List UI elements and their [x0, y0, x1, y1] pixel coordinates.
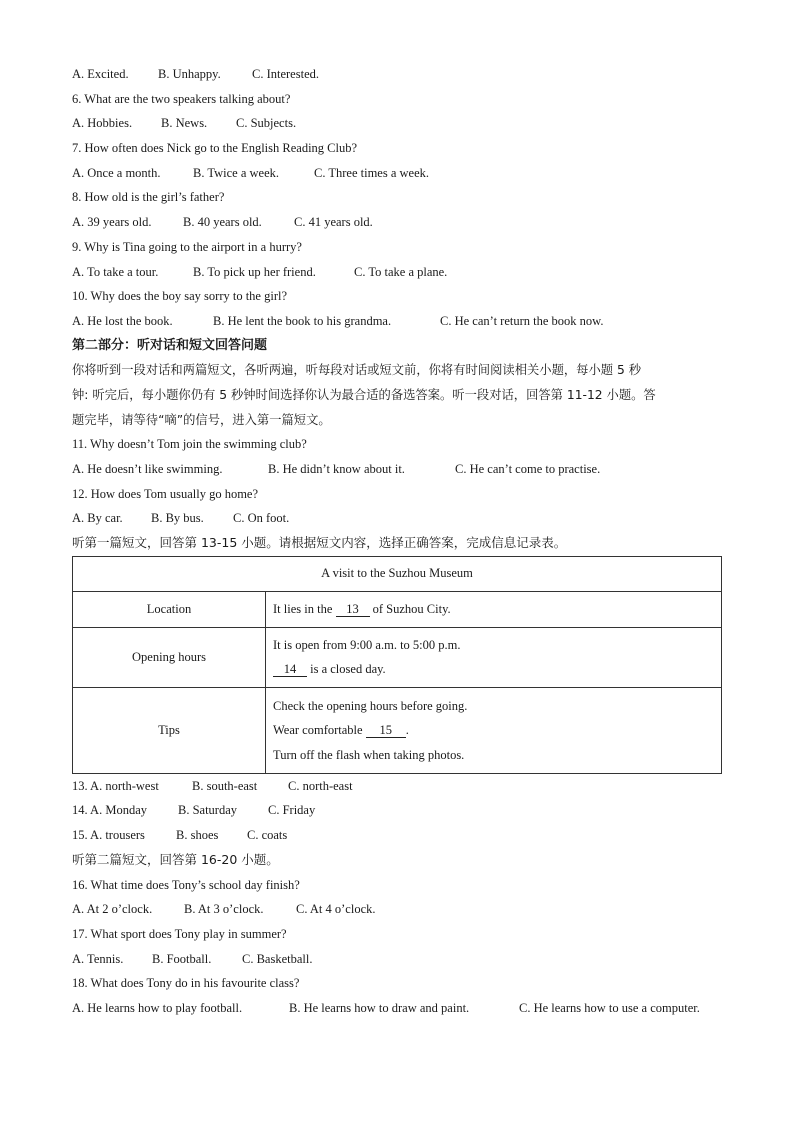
option-c: C. coats	[247, 828, 288, 843]
question-16: 16. What time does Tony’s school day finish?	[72, 877, 300, 892]
option-a: 15. A. trousers	[72, 828, 145, 843]
instructions-line-2: 钟: 听完后，每小题你仍有 5 秒钟时间选择你认为最合适的备选答案。听一段对话，回答第 11-12 小题。答	[72, 387, 656, 402]
closed-day-text: is a closed day.	[310, 662, 386, 677]
q12-options	[72, 506, 722, 531]
opening-hours-label: Opening hours	[73, 627, 266, 687]
question-17: 17. What sport does Tony play in summer?	[72, 926, 287, 941]
q16-options	[72, 897, 722, 922]
tip-1: Check the opening hours before going.	[273, 698, 468, 713]
exam-page	[72, 62, 722, 1021]
closed-day-line	[273, 657, 714, 682]
question-18: 18. What does Tony do in his favourite class?	[72, 976, 300, 991]
option-a: A. Excited.	[72, 67, 129, 81]
option-a: A. He doesn’t like swimming.	[72, 462, 223, 476]
opening-hours-line: It is open from 9:00 a.m. to 5:00 p.m.	[273, 637, 461, 652]
option-c: C. Interested.	[252, 67, 319, 81]
question-6: 6. What are the two speakers talking about?	[72, 91, 291, 106]
option-a: A. By car.	[72, 511, 123, 526]
blank-15: 15	[366, 723, 406, 738]
question-7: 7. How often does Nick go to the English Reading Club?	[72, 141, 358, 156]
blank-13: 13	[336, 602, 370, 617]
option-c: C. On foot.	[233, 511, 290, 526]
option-c: C. Three times a week.	[314, 165, 430, 180]
q17-options	[72, 947, 722, 972]
option-a: A. He learns how to play football.	[72, 1000, 243, 1015]
q18-options	[72, 996, 722, 1021]
option-c: C. He learns how to use a computer.	[519, 1000, 700, 1015]
option-a: 13. A. north-west	[72, 778, 159, 793]
option-a: A. Once a month.	[72, 165, 161, 180]
instructions-line-3: 题完毕，请等待“嘀”的信号，进入第一篇短文。	[72, 412, 331, 427]
passage-2-intro: 听第二篇短文，回答第 16-20 小题。	[72, 851, 279, 867]
q8-options	[72, 210, 722, 235]
option-c: C. To take a plane.	[354, 264, 448, 279]
option-b: B. Saturday	[178, 803, 238, 818]
tip-2-pre: Wear comfortable	[273, 723, 363, 737]
tips-label: Tips	[73, 687, 266, 773]
q6-options	[72, 111, 722, 136]
q7-options	[72, 161, 722, 186]
option-a: A. Tennis.	[72, 951, 124, 966]
option-b: B. Twice a week.	[193, 165, 280, 180]
question-12: 12. How does Tom usually go home?	[72, 486, 259, 501]
tip-3: Turn off the flash when taking photos.	[273, 747, 465, 762]
location-label: Location	[73, 591, 266, 627]
q5-options	[72, 62, 722, 87]
q10-options	[72, 309, 722, 334]
part-2-heading: 第二部分：听对话和短文回答问题	[72, 337, 268, 353]
option-b: B. Unhappy.	[158, 67, 221, 81]
question-11: 11. Why doesn’t Tom join the swimming club?	[72, 437, 307, 452]
option-b: B. shoes	[176, 828, 219, 843]
question-8: 8. How old is the girl’s father?	[72, 190, 225, 205]
option-c: C. north-east	[288, 778, 353, 793]
answers-14	[72, 798, 722, 823]
option-a: A. He lost the book.	[72, 313, 173, 328]
answers-13	[72, 774, 722, 799]
option-c: C. At 4 o’clock.	[296, 902, 376, 917]
option-c: C. He can’t return the book now.	[440, 313, 604, 328]
tips-cell	[266, 687, 722, 773]
info-record-table	[72, 556, 722, 774]
option-b: B. Football.	[152, 951, 212, 966]
passage-1-intro: 听第一篇短文，回答第 13-15 小题。请根据短文内容，选择正确答案，完成信息记录表。	[72, 535, 567, 551]
option-c: C. 41 years old.	[294, 215, 373, 230]
option-c: C. Basketball.	[242, 951, 313, 966]
instructions-line-1: 你将听到一段对话和两篇短文，各听两遍，听每段对话或短文前，你将有时间阅读相关小题，每小题 5 秒	[72, 363, 642, 378]
option-b: B. He lent the book to his grandma.	[213, 313, 392, 328]
opening-hours-cell	[266, 627, 722, 687]
option-b: B. He didn’t know about it.	[268, 462, 405, 476]
q9-options	[72, 260, 722, 285]
question-10: 10. Why does the boy say sorry to the girl?	[72, 289, 288, 304]
tip-2	[273, 718, 714, 743]
tip-2-post: .	[405, 723, 409, 737]
option-b: B. News.	[161, 116, 208, 131]
question-9: 9. Why is Tina going to the airport in a hurry?	[72, 239, 302, 254]
option-a: A. Hobbies.	[72, 116, 133, 131]
option-b: B. south-east	[192, 778, 258, 793]
option-a: A. To take a tour.	[72, 264, 159, 279]
option-a: 14. A. Monday	[72, 803, 147, 818]
option-b: B. At 3 o’clock.	[184, 902, 264, 917]
location-text-pre: It lies in the	[273, 601, 333, 616]
option-b: B. 40 years old.	[183, 215, 262, 230]
option-b: B. He learns how to draw and paint.	[289, 1000, 470, 1015]
option-b: B. To pick up her friend.	[193, 264, 316, 279]
table-title: A visit to the Suzhou Museum	[73, 556, 722, 591]
option-a: A. At 2 o’clock.	[72, 902, 153, 917]
location-cell	[266, 591, 722, 627]
q11-options	[72, 457, 722, 482]
location-text-post: of Suzhou City.	[372, 601, 451, 616]
blank-14: 14	[273, 662, 307, 677]
option-c: C. Friday	[268, 803, 316, 818]
option-b: B. By bus.	[151, 511, 204, 526]
option-a: A. 39 years old.	[72, 215, 152, 230]
option-c: C. Subjects.	[236, 116, 297, 131]
option-c: C. He can’t come to practise.	[455, 462, 601, 476]
answers-15	[72, 823, 722, 848]
